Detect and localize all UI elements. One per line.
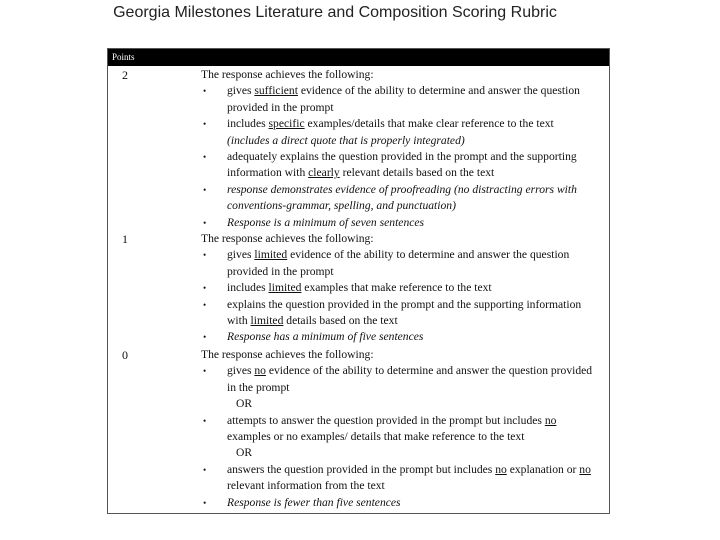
bullet-icon: • [203, 151, 207, 162]
criterion-item: • gives sufficient evidence of the ability to determine and answer the question [201, 83, 605, 99]
criterion-item: • attempts to answer the question provided in the prompt but includes no [201, 413, 605, 429]
criterion-continuation: in the prompt [227, 380, 290, 394]
criterion-continuation: with limited details based on the text [227, 313, 398, 327]
criterion-continuation: provided in the prompt [227, 264, 334, 278]
criterion-item: • Response is fewer than five sentences [201, 495, 605, 511]
bullet-icon: • [203, 366, 207, 377]
page-title: Georgia Milestones Literature and Composition Scoring Rubric [113, 4, 557, 21]
bullet-icon: • [203, 299, 207, 310]
criterion-continuation: conventions-grammar, spelling, and punctuation) [227, 199, 456, 213]
bullet-icon: • [203, 119, 207, 130]
bullet-icon: • [203, 464, 207, 475]
criterion-item: • Response has a minimum of five sentences [201, 329, 605, 345]
criterion-item: • gives no evidence of the ability to determine and answer the question provided [201, 363, 605, 379]
bullet-icon: • [203, 332, 207, 343]
criterion-item: • includes limited examples that make reference to the text [201, 280, 605, 296]
criterion-continuation: provided in the prompt [227, 100, 334, 114]
bullet-icon: • [203, 184, 207, 195]
bullet-icon: • [203, 415, 207, 426]
table-header [108, 49, 609, 66]
criterion-item: • Response is a minimum of seven sentences [201, 215, 605, 231]
criteria-intro: The response achieves the following: [201, 348, 374, 361]
bullet-icon: • [203, 283, 207, 294]
criteria-list [201, 231, 605, 346]
criterion-item: • adequately explains the question provided in the prompt and the supporting [201, 149, 605, 165]
criteria-list [201, 347, 605, 511]
criterion-item: • answers the question provided in the prompt but includes no explanation or no [201, 462, 605, 478]
criteria-intro: The response achieves the following: [201, 68, 374, 81]
criterion-item: • gives limited evidence of the ability to determine and answer the question [201, 247, 605, 263]
points-column-header: Points [112, 52, 135, 62]
criterion-continuation: information with clearly relevant details based on the text [227, 166, 495, 180]
criterion-continuation: examples or no examples/ details that make reference to the text [227, 429, 525, 443]
bullet-icon: • [203, 497, 207, 508]
criterion-continuation: relevant information from the text [227, 479, 385, 493]
points-value: 1 [122, 232, 128, 246]
points-value: 0 [122, 348, 128, 362]
criterion-continuation: (includes a direct quote that is properly integrated) [227, 133, 465, 147]
criteria-intro: The response achieves the following: [201, 232, 374, 245]
criterion-item: • includes specific examples/details that make clear reference to the text [201, 116, 605, 132]
points-value: 2 [122, 68, 128, 82]
bullet-icon: • [203, 250, 207, 261]
or-separator: OR [236, 446, 253, 460]
rubric-table [107, 48, 610, 514]
bullet-icon: • [203, 86, 207, 97]
criteria-list [201, 67, 605, 231]
bullet-icon: • [203, 217, 207, 228]
or-separator: OR [236, 397, 253, 411]
criterion-item: • response demonstrates evidence of proofreading (no distracting errors with [201, 182, 605, 198]
criterion-item: • explains the question provided in the prompt and the supporting information [201, 297, 605, 313]
